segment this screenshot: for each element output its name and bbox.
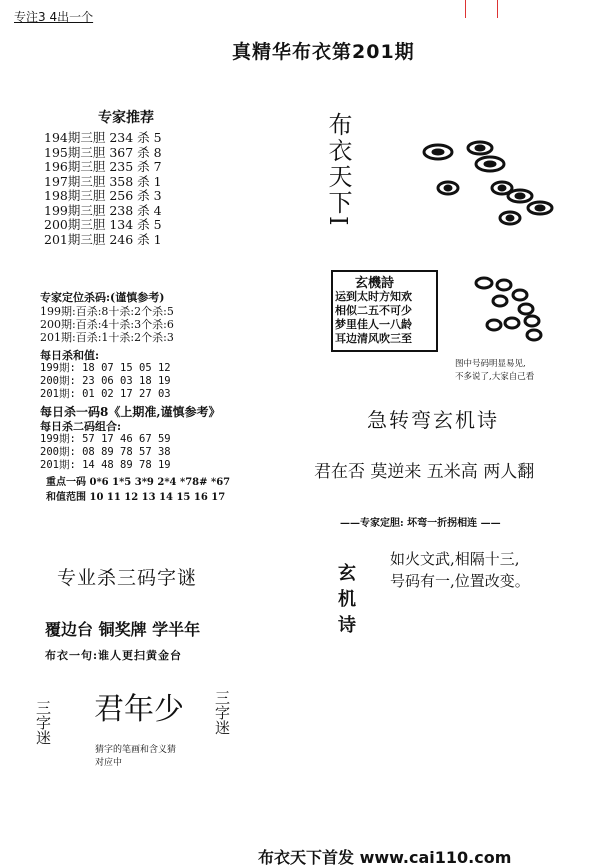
position-kill-heading: 专家定位杀码:(谨慎参考)	[40, 291, 165, 304]
expert-dan-line: ——专家定胆: 坏弯一折拐相连 ——	[340, 518, 501, 529]
sum-kill-heading: 每日杀和值:	[40, 349, 100, 362]
vertical-title: 布衣天下I	[324, 112, 352, 228]
buyi-line: 布衣一句:谁人更扫黄金台	[45, 649, 183, 662]
top-note: 专注3 4出一个	[14, 10, 94, 24]
image-caption: 图中号码明显易见,	[455, 359, 526, 369]
sum-kill-list	[40, 362, 171, 401]
riddle-heading: 专业杀三码字谜	[57, 567, 198, 589]
expert-list	[44, 131, 162, 247]
list-item: 201期: 01 02 17 27 03	[40, 388, 171, 400]
list-item: 195期三胆 367 杀 8	[44, 144, 162, 160]
poem-line: 运到太时方知欢	[335, 290, 412, 303]
list-item: 198期三胆 256 杀 3	[44, 188, 162, 203]
handwritten-line: 君在否 莫逆来 五米高 两人翻	[314, 462, 535, 482]
riddle-line: 覆边台 铜奖牌 学半年	[45, 620, 201, 639]
xuanji-vertical: 玄机诗	[335, 563, 356, 641]
poem-line: 梦里佳人一八龄	[335, 318, 412, 331]
list-item: 200期: 23 06 03 18 19	[40, 375, 171, 387]
list-item: 197期三胆 358 杀 1	[44, 173, 162, 189]
riddle-side-left: 三字迷	[34, 700, 52, 745]
list-item: 199期: 18 07 15 05 12	[40, 362, 171, 374]
list-item: 199期: 57 17 46 67 59	[40, 433, 171, 445]
two-code-heading: 每日杀二码组合:	[40, 420, 122, 433]
page-title: 真精华布衣第201期	[232, 41, 415, 63]
riddle-note: 猜字的笔画和含义猜	[95, 745, 177, 755]
list-item: 194期三胆 234 杀 5	[44, 130, 162, 145]
xuanji-line: 号码有一,位置改变。	[390, 572, 530, 590]
xuanji-lines	[390, 548, 530, 592]
poem-line: 耳边清风吹三至	[335, 332, 412, 345]
footer: 布衣天下首发 www.cai110.com	[258, 848, 512, 867]
list-item: 199期:百杀:8十杀:2个杀:5	[40, 305, 174, 318]
list-item: 200期三胆 134 杀 5	[44, 217, 162, 232]
position-kill-list	[40, 305, 174, 344]
list-item: 200期:百杀:4十杀:3个杀:6	[40, 318, 174, 331]
list-item: 199期三胆 238 杀 4	[44, 202, 162, 218]
list-item: 201期三胆 246 杀 1	[44, 231, 162, 247]
image-caption: 不多说了,大家自己看	[455, 372, 535, 382]
riddle-center: 君年少	[94, 692, 184, 727]
list-item: 200期: 08 89 78 57 38	[40, 446, 171, 458]
riddle-note: 对应中	[95, 758, 123, 768]
divider	[497, 0, 498, 18]
code-drawing-1	[410, 140, 560, 230]
xuanji-line: 如火文武,相隔十三,	[390, 550, 520, 568]
poem-lines	[335, 290, 412, 346]
expert-heading: 专家推荐	[98, 110, 154, 126]
code-drawing-2	[470, 275, 560, 345]
riddle-side-right: 三字迷	[213, 690, 231, 735]
key-points: 重点一码 0*6 1*5 3*9 2*4 *78# *67	[46, 477, 231, 488]
sum-range: 和值范围 10 11 12 13 14 15 16 17	[46, 492, 226, 503]
list-item: 201期:百杀:1十杀:2个杀:3	[40, 331, 174, 344]
divider	[465, 0, 466, 18]
poem-heading: 玄機詩	[355, 276, 395, 291]
one-code-line: 每日杀一码8《上期准,谨慎参考》	[40, 405, 221, 419]
list-item: 196期三胆 235 杀 7	[44, 159, 162, 174]
two-code-list	[40, 433, 171, 472]
list-item: 201期: 14 48 89 78 19	[40, 459, 171, 471]
urgent-title: 急转弯玄机诗	[367, 408, 499, 432]
poem-line: 相似二五不可少	[335, 304, 412, 317]
